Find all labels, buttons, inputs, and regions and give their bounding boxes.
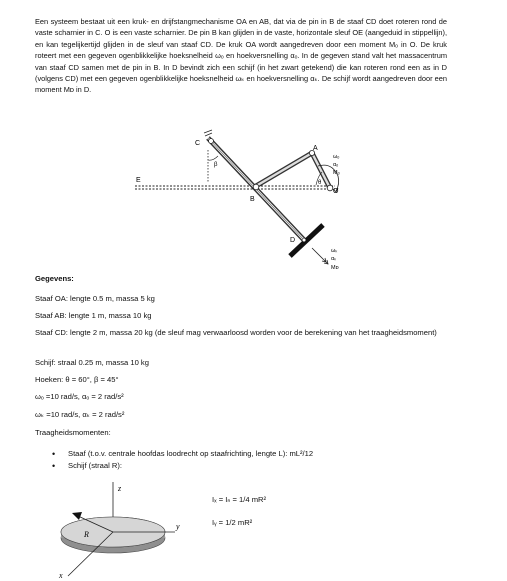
given-line: Staaf CD: lengte 2 m, massa 20 kg (de sleuf mag verwaarloosd worden voor de berekening van het traagheidsmoment) <box>35 328 437 337</box>
formula-ix-iz: Iₓ = Iₙ = 1/4 mR² <box>212 495 267 504</box>
given-line: Staaf OA: lengte 0.5 m, massa 5 kg <box>35 294 155 303</box>
given-line: Schijf: straal 0.25 m, massa 10 kg <box>35 358 149 367</box>
label-o: O <box>333 188 339 195</box>
list-item: • Staaf (t.o.v. centrale hoofdas loodrecht op staafrichting, lengte L): mL²/12 <box>52 448 313 460</box>
label-y: y <box>176 522 180 531</box>
given-line: ωₒ =10 rad/s, αₒ = 2 rad/s² <box>35 392 124 401</box>
label-omega-o: ωₒ <box>333 154 340 160</box>
label-r: R <box>84 530 89 539</box>
radius-arrowhead <box>72 512 82 520</box>
label-a: A <box>313 145 318 152</box>
given-line: Traagheidsmomenten: <box>35 428 111 437</box>
label-x: x <box>59 571 63 580</box>
label-theta: θ <box>318 180 322 186</box>
given-line: ωₖ =10 rad/s, αₖ = 2 rad/s² <box>35 410 125 419</box>
label-e: E <box>136 177 141 184</box>
label-alpha-o: αₒ <box>333 162 339 168</box>
label-b: B <box>250 196 255 203</box>
given-line: Hoeken: θ = 60°, β = 45° <box>35 375 119 384</box>
label-omega-k: ωₖ <box>331 248 338 254</box>
given-heading: Gegevens: <box>35 274 74 283</box>
label-alpha-k: αₖ <box>331 256 337 262</box>
formula-iy: Iᵧ = 1/2 mR² <box>212 518 253 527</box>
given-line: Staaf AB: lengte 1 m, massa 10 kg <box>35 311 152 320</box>
label-d: D <box>290 237 296 244</box>
label-z: z <box>118 484 122 493</box>
label-moment-o: Mₒ <box>333 170 340 176</box>
problem-statement: Een systeem bestaat uit een kruk- en drijfstangmechanisme OA en AB, dat via de pin in B de staaf CD doet roteren rond de vaste scharnier in C. O is een vaste scharnier. De pin B kan glijden in de vaste, horizontale sleuf OE (aangeduid in stippellijn), en kan tegelijkertijd glijden in de sleuf van staaf CD. De kruk OA wordt aangedreven door een moment Mₒ in O. De kruk roteert met een gegeven ogenblikkelijke hoeksnelheid ωₒ en hoekversnelling αₒ. In de gegeven stand valt het massacentrum van staaf CD samen met de pin in B. In D bevindt zich een schijf (in het zwart getekend) die kan roteren rond een as in D (volgens CD) met een gegeven ogenblikkelijke hoeksnelheid ωₖ en hoekversnelling αₖ. De schijf wordt aangedreven door een moment Mᴅ in D. <box>35 17 447 95</box>
label-beta: β <box>214 162 218 168</box>
list-item: • Schijf (straal R): <box>52 460 313 472</box>
label-moment-d: Mᴅ <box>331 265 339 271</box>
label-c: C <box>195 140 201 147</box>
